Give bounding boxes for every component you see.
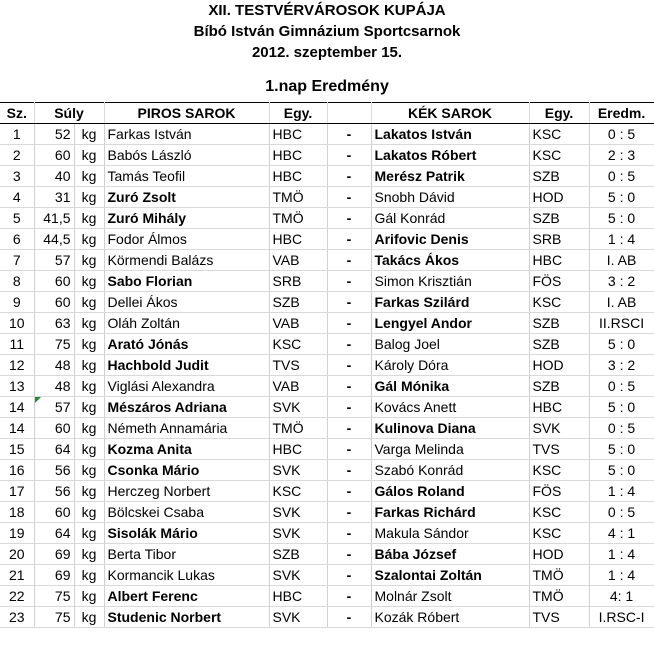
col-dash-header [327, 103, 371, 124]
result-cell: I. AB [589, 292, 654, 313]
separator-cell: - [327, 418, 371, 439]
competition-title: XII. TESTVÉRVÁROSOK KUPÁJA [208, 2, 446, 19]
separator-cell: - [327, 166, 371, 187]
separator-cell: - [327, 460, 371, 481]
result-cell: 1 : 4 [589, 544, 654, 565]
blue-corner-name-cell: Molnár Zsolt [371, 586, 529, 607]
table-row [0, 460, 654, 481]
weight-cell: 60 [34, 271, 74, 292]
red-corner-club-cell: HBC [269, 166, 327, 187]
result-cell: 5 : 0 [589, 334, 654, 355]
unit-cell: kg [74, 313, 104, 334]
blue-corner-name-cell: Gál Konrád [371, 208, 529, 229]
separator-cell: - [327, 124, 371, 145]
weight-cell: 63 [34, 313, 74, 334]
results-table [0, 72, 654, 628]
weight-cell: 69 [34, 565, 74, 586]
unit-cell: kg [74, 523, 104, 544]
result-cell: II.RSCI [589, 313, 654, 334]
separator-cell: - [327, 565, 371, 586]
red-corner-name-cell: Babós László [104, 145, 269, 166]
blue-corner-name-cell: Takács Ákos [371, 250, 529, 271]
red-corner-club-cell: HBC [269, 229, 327, 250]
blue-corner-club-cell: SZB [529, 376, 589, 397]
blue-corner-name-cell: Balog Joel [371, 334, 529, 355]
col-sz-header: Sz. [0, 103, 34, 124]
red-corner-club-cell: HBC [269, 586, 327, 607]
date-title: 2012. szeptember 15. [251, 44, 403, 61]
table-row [0, 334, 654, 355]
red-corner-name-cell: Kozma Anita [104, 439, 269, 460]
result-cell: 5 : 0 [589, 397, 654, 418]
weight-cell: 60 [34, 292, 74, 313]
row-number-cell: 9 [0, 292, 34, 313]
row-number-cell: 8 [0, 271, 34, 292]
row-number-cell: 12 [0, 355, 34, 376]
table-row [0, 208, 654, 229]
blue-corner-club-cell: KSC [529, 124, 589, 145]
table-row [0, 502, 654, 523]
red-corner-club-cell: SRB [269, 271, 327, 292]
blue-corner-club-cell: TVS [529, 439, 589, 460]
blue-corner-club-cell: SZB [529, 166, 589, 187]
table-row [0, 544, 654, 565]
red-corner-name-cell: Tamás Teofil [104, 166, 269, 187]
red-corner-name-cell: Kormancik Lukas [104, 565, 269, 586]
col-ered-header: Eredm. [589, 103, 654, 124]
result-cell: 2 : 3 [589, 145, 654, 166]
col-kek-header: KÉK SAROK [371, 103, 529, 124]
day-results-title: 1.nap Eredmény [265, 78, 389, 95]
col-egy2-header: Egy. [529, 103, 589, 124]
row-number-cell: 23 [0, 607, 34, 628]
result-cell: 1 : 4 [589, 565, 654, 586]
blue-corner-club-cell: TMÖ [529, 565, 589, 586]
separator-cell: - [327, 187, 371, 208]
col-piros-header: PIROS SAROK [104, 103, 269, 124]
blue-corner-club-cell: KSC [529, 523, 589, 544]
blue-corner-club-cell: HBC [529, 250, 589, 271]
result-cell: 0 : 5 [589, 502, 654, 523]
table-row [0, 565, 654, 586]
result-cell: 1 : 4 [589, 229, 654, 250]
unit-cell: kg [74, 397, 104, 418]
unit-cell: kg [74, 187, 104, 208]
unit-cell: kg [74, 208, 104, 229]
result-cell: 0 : 5 [589, 376, 654, 397]
separator-cell: - [327, 334, 371, 355]
blue-corner-club-cell: KSC [529, 460, 589, 481]
table-row [0, 124, 654, 145]
weight-cell: 75 [34, 586, 74, 607]
red-corner-club-cell: VAB [269, 376, 327, 397]
red-corner-club-cell: KSC [269, 334, 327, 355]
red-corner-name-cell: Albert Ferenc [104, 586, 269, 607]
separator-cell: - [327, 502, 371, 523]
unit-cell: kg [74, 544, 104, 565]
result-cell: 5 : 0 [589, 208, 654, 229]
red-corner-name-cell: Zuró Mihály [104, 208, 269, 229]
weight-cell: 56 [34, 460, 74, 481]
row-number-cell: 10 [0, 313, 34, 334]
result-cell: 0 : 5 [589, 418, 654, 439]
row-number-cell: 6 [0, 229, 34, 250]
venue-title: Bíbó István Gimnázium Sportcsarnok [193, 23, 461, 40]
table-row [0, 418, 654, 439]
unit-cell: kg [74, 502, 104, 523]
row-number-cell: 15 [0, 439, 34, 460]
red-corner-club-cell: SVK [269, 523, 327, 544]
red-corner-club-cell: HBC [269, 439, 327, 460]
blue-corner-name-cell: Gálos Roland [371, 481, 529, 502]
table-row [0, 250, 654, 271]
row-number-cell: 3 [0, 166, 34, 187]
table-row [0, 397, 654, 418]
red-corner-club-cell: SVK [269, 607, 327, 628]
table-row [0, 376, 654, 397]
result-cell: 3 : 2 [589, 355, 654, 376]
blue-corner-club-cell: TVS [529, 607, 589, 628]
results-rows [0, 124, 654, 628]
red-corner-name-cell: Körmendi Balázs [104, 250, 269, 271]
document-header [0, 0, 654, 63]
result-cell: 5 : 0 [589, 439, 654, 460]
weight-cell: 60 [34, 145, 74, 166]
red-corner-name-cell: Fodor Álmos [104, 229, 269, 250]
unit-cell: kg [74, 565, 104, 586]
blue-corner-club-cell: KSC [529, 145, 589, 166]
red-corner-club-cell: SZB [269, 544, 327, 565]
weight-cell: 52 [34, 124, 74, 145]
result-cell: 5 : 0 [589, 187, 654, 208]
table-row [0, 586, 654, 607]
red-corner-club-cell: SVK [269, 502, 327, 523]
weight-cell: 56 [34, 481, 74, 502]
red-corner-name-cell: Farkas István [104, 124, 269, 145]
blue-corner-club-cell: KSC [529, 292, 589, 313]
row-number-cell: 13 [0, 376, 34, 397]
separator-cell: - [327, 376, 371, 397]
blue-corner-name-cell: Szalontai Zoltán [371, 565, 529, 586]
weight-cell: 69 [34, 544, 74, 565]
blue-corner-club-cell: SZB [529, 208, 589, 229]
result-cell: 0 : 5 [589, 124, 654, 145]
blue-corner-club-cell: SZB [529, 334, 589, 355]
unit-cell: kg [74, 271, 104, 292]
row-number-cell: 7 [0, 250, 34, 271]
weight-cell: 57 [34, 397, 74, 418]
unit-cell: kg [74, 439, 104, 460]
weight-cell: 64 [34, 523, 74, 544]
red-corner-club-cell: TMÖ [269, 187, 327, 208]
separator-cell: - [327, 313, 371, 334]
table-row [0, 187, 654, 208]
red-corner-club-cell: VAB [269, 250, 327, 271]
row-number-cell: 22 [0, 586, 34, 607]
table-row [0, 145, 654, 166]
unit-cell: kg [74, 229, 104, 250]
table-row [0, 292, 654, 313]
blue-corner-club-cell: FÖS [529, 271, 589, 292]
row-number-cell: 20 [0, 544, 34, 565]
weight-cell: 31 [34, 187, 74, 208]
red-corner-club-cell: TVS [269, 355, 327, 376]
row-number-cell: 14 [0, 397, 34, 418]
blue-corner-club-cell: HOD [529, 187, 589, 208]
col-egy1-header: Egy. [269, 103, 327, 124]
red-corner-club-cell: SVK [269, 460, 327, 481]
table-row [0, 355, 654, 376]
table-row [0, 166, 654, 187]
blue-corner-name-cell: Farkas Richárd [371, 502, 529, 523]
red-corner-name-cell: Arató Jónás [104, 334, 269, 355]
separator-cell: - [327, 523, 371, 544]
weight-cell: 48 [34, 376, 74, 397]
blue-corner-club-cell: FÖS [529, 481, 589, 502]
red-corner-name-cell: Bölcskei Csaba [104, 502, 269, 523]
separator-cell: - [327, 208, 371, 229]
blue-corner-name-cell: Lakatos Róbert [371, 145, 529, 166]
unit-cell: kg [74, 460, 104, 481]
table-row [0, 439, 654, 460]
red-corner-name-cell: Viglási Alexandra [104, 376, 269, 397]
blue-corner-name-cell: Kulinova Diana [371, 418, 529, 439]
table-row [0, 523, 654, 544]
separator-cell: - [327, 271, 371, 292]
red-corner-name-cell: Csonka Mário [104, 460, 269, 481]
unit-cell: kg [74, 418, 104, 439]
red-corner-club-cell: SZB [269, 292, 327, 313]
unit-cell: kg [74, 607, 104, 628]
red-corner-name-cell: Németh Annamária [104, 418, 269, 439]
weight-cell: 60 [34, 502, 74, 523]
blue-corner-club-cell: SRB [529, 229, 589, 250]
blue-corner-name-cell: Bába József [371, 544, 529, 565]
row-number-cell: 14 [0, 418, 34, 439]
red-corner-name-cell: Sisolák Mário [104, 523, 269, 544]
blue-corner-club-cell: HOD [529, 544, 589, 565]
unit-cell: kg [74, 124, 104, 145]
row-number-cell: 4 [0, 187, 34, 208]
row-number-cell: 16 [0, 460, 34, 481]
table-row [0, 607, 654, 628]
unit-cell: kg [74, 376, 104, 397]
blue-corner-name-cell: Simon Krisztián [371, 271, 529, 292]
unit-cell: kg [74, 481, 104, 502]
result-cell: 3 : 2 [589, 271, 654, 292]
blue-corner-name-cell: Varga Melinda [371, 439, 529, 460]
result-cell: I. AB [589, 250, 654, 271]
blue-corner-club-cell: SZB [529, 313, 589, 334]
red-corner-club-cell: HBC [269, 124, 327, 145]
unit-cell: kg [74, 586, 104, 607]
red-corner-name-cell: Sabo Florian [104, 271, 269, 292]
red-corner-name-cell: Mészáros Adriana [104, 397, 269, 418]
weight-cell: 57 [34, 250, 74, 271]
weight-cell: 75 [34, 607, 74, 628]
row-number-cell: 21 [0, 565, 34, 586]
col-suly-header: Súly [34, 103, 104, 124]
red-corner-club-cell: SVK [269, 565, 327, 586]
table-row [0, 229, 654, 250]
red-corner-name-cell: Dellei Ákos [104, 292, 269, 313]
row-number-cell: 5 [0, 208, 34, 229]
weight-cell: 75 [34, 334, 74, 355]
weight-cell: 64 [34, 439, 74, 460]
red-corner-club-cell: VAB [269, 313, 327, 334]
separator-cell: - [327, 544, 371, 565]
unit-cell: kg [74, 250, 104, 271]
row-number-cell: 2 [0, 145, 34, 166]
column-header-row [0, 103, 654, 124]
unit-cell: kg [74, 145, 104, 166]
weight-cell: 60 [34, 418, 74, 439]
red-corner-name-cell: Oláh Zoltán [104, 313, 269, 334]
blue-corner-club-cell: HOD [529, 355, 589, 376]
separator-cell: - [327, 607, 371, 628]
separator-cell: - [327, 292, 371, 313]
table-row [0, 271, 654, 292]
row-number-cell: 18 [0, 502, 34, 523]
separator-cell: - [327, 586, 371, 607]
red-corner-club-cell: TMÖ [269, 418, 327, 439]
red-corner-name-cell: Studenic Norbert [104, 607, 269, 628]
row-number-cell: 19 [0, 523, 34, 544]
row-number-cell: 11 [0, 334, 34, 355]
unit-cell: kg [74, 334, 104, 355]
blue-corner-name-cell: Farkas Szilárd [371, 292, 529, 313]
red-corner-club-cell: KSC [269, 481, 327, 502]
blue-corner-name-cell: Merész Patrik [371, 166, 529, 187]
blue-corner-name-cell: Gál Mónika [371, 376, 529, 397]
unit-cell: kg [74, 166, 104, 187]
separator-cell: - [327, 397, 371, 418]
separator-cell: - [327, 355, 371, 376]
weight-cell: 41,5 [34, 208, 74, 229]
separator-cell: - [327, 250, 371, 271]
separator-cell: - [327, 229, 371, 250]
blue-corner-name-cell: Snobh Dávid [371, 187, 529, 208]
blue-corner-name-cell: Károly Dóra [371, 355, 529, 376]
red-corner-club-cell: HBC [269, 145, 327, 166]
separator-cell: - [327, 439, 371, 460]
blue-corner-name-cell: Kozák Róbert [371, 607, 529, 628]
result-cell: 4 : 1 [589, 523, 654, 544]
red-corner-name-cell: Hachbold Judit [104, 355, 269, 376]
blue-corner-name-cell: Kovács Anett [371, 397, 529, 418]
separator-cell: - [327, 481, 371, 502]
separator-cell: - [327, 145, 371, 166]
row-number-cell: 17 [0, 481, 34, 502]
result-cell: 4: 1 [589, 586, 654, 607]
blue-corner-name-cell: Makula Sándor [371, 523, 529, 544]
blue-corner-name-cell: Arifovic Denis [371, 229, 529, 250]
weight-cell: 48 [34, 355, 74, 376]
blue-corner-club-cell: SVK [529, 418, 589, 439]
blue-corner-name-cell: Lengyel Andor [371, 313, 529, 334]
weight-cell: 40 [34, 166, 74, 187]
result-cell: 5 : 0 [589, 460, 654, 481]
result-cell: 0 : 5 [589, 166, 654, 187]
blue-corner-club-cell: TMÖ [529, 586, 589, 607]
result-cell: 1 : 4 [589, 481, 654, 502]
red-corner-name-cell: Zuró Zsolt [104, 187, 269, 208]
blue-corner-name-cell: Szabó Konrád [371, 460, 529, 481]
red-corner-name-cell: Berta Tibor [104, 544, 269, 565]
subtitle-row [0, 72, 654, 103]
unit-cell: kg [74, 292, 104, 313]
result-cell: I.RSC-I [589, 607, 654, 628]
weight-cell: 44,5 [34, 229, 74, 250]
table-row [0, 313, 654, 334]
red-corner-club-cell: TMÖ [269, 208, 327, 229]
blue-corner-club-cell: KSC [529, 502, 589, 523]
blue-corner-club-cell: HBC [529, 397, 589, 418]
red-corner-club-cell: SVK [269, 397, 327, 418]
row-number-cell: 1 [0, 124, 34, 145]
unit-cell: kg [74, 355, 104, 376]
blue-corner-name-cell: Lakatos István [371, 124, 529, 145]
table-row [0, 481, 654, 502]
red-corner-name-cell: Herczeg Norbert [104, 481, 269, 502]
